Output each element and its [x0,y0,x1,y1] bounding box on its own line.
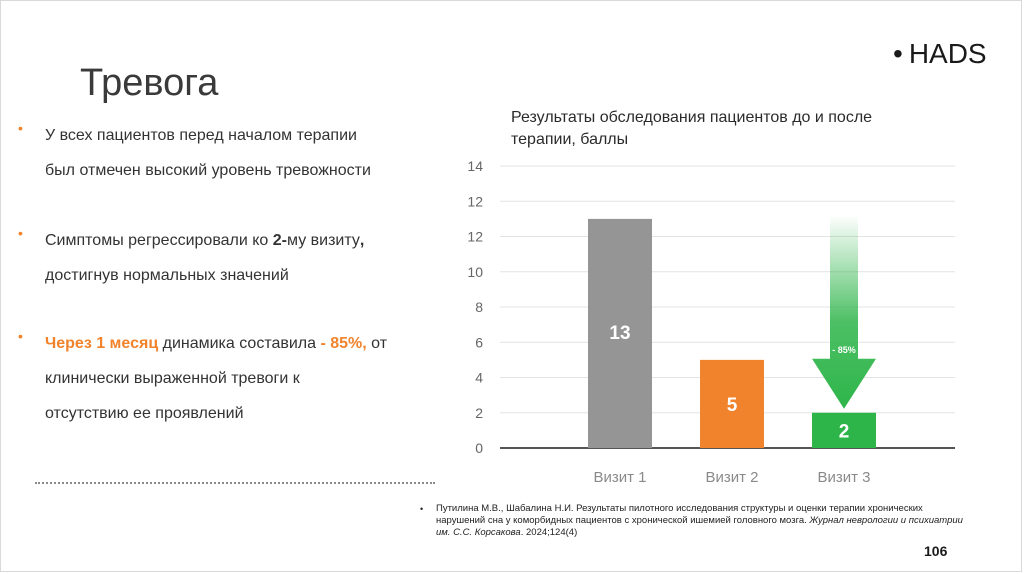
y-tick-label: 0 [475,440,483,456]
y-tick-label: 10 [467,263,483,280]
y-tick-label: 8 [475,299,483,315]
bullet-3-text-d: от [366,335,388,352]
bullet-2-visit-number: 2- [272,232,288,249]
reference-bullet: • [420,504,424,514]
bullet-3-period: Через 1 месяц [45,335,159,352]
bullet-1-line-1: У всех пациентов перед началом терапии [45,127,357,144]
y-axis-ticks [467,158,483,456]
bar-chart [455,150,965,495]
bullet-marker: • [18,120,23,136]
hads-text: HADS [908,38,987,69]
bullet-marker: • [18,225,23,241]
bullet-3-line-1 [45,326,387,361]
reference-citation [420,503,966,539]
bullet-2-text-c: му визиту [287,232,360,249]
bullet-3-text-b: динамика составила [158,335,321,352]
hads-bullet: • [893,38,903,69]
y-tick-label: 2 [475,404,483,421]
bar-value-label: 2 [838,421,850,443]
page-number: 106 [924,543,948,559]
bullet-3-line-3: отсутствию ее проявлений [45,405,244,422]
down-arrow-icon [812,215,876,409]
bullet-2-comma: , [359,232,365,249]
bullet-3-percent: - 85%, [320,335,367,352]
bullet-marker: • [18,328,23,344]
x-category-label: Визит 2 [705,469,759,486]
bullet-3-line-2: клинически выраженной тревоги к [45,370,300,387]
slide-title: Тревога [80,62,219,104]
bullet-2-text-a: Симптомы регрессировали ко [45,232,273,249]
bar-value-label: 13 [609,323,631,345]
x-category-label: Визит 1 [593,469,647,486]
bullet-item-1 [18,118,371,188]
y-tick-label: 14 [467,158,483,174]
x-axis-labels [593,469,870,486]
y-tick-label: 12 [467,193,483,210]
bullet-item-3 [18,326,387,431]
y-tick-label: 12 [467,228,483,245]
arrow-percent-label: - 85% [832,344,856,355]
dotted-divider [35,482,435,484]
bullet-1-line-2: был отмечен высокий уровень тревожности [45,162,371,179]
y-tick-label: 6 [475,334,483,351]
chart-title: Результаты обследования пациентов до и после терапии, баллы [511,109,873,148]
reference-authors: Путилина М.В., Шабалина Н.И. Результаты пилотного исследования структуры и оценки терапии хронических нарушений сна у коморбидных пациентов с хронической ишемией головного мозга. [436,503,923,526]
y-tick-label: 4 [475,369,483,386]
reduction-arrow [812,215,876,409]
bullet-2-line-2: достигнув нормальных значений [45,267,289,284]
bullet-item-2 [18,223,364,293]
x-category-label: Визит 3 [817,469,871,486]
reference-journal: Журнал неврологии и психиатрии им. С.С. Корсакова [436,515,963,538]
bullet-2-line-1 [45,223,364,258]
bar-value-label: 5 [726,394,738,416]
hads-label [893,38,987,70]
reference-year: . 2024;124(4) [520,527,578,538]
